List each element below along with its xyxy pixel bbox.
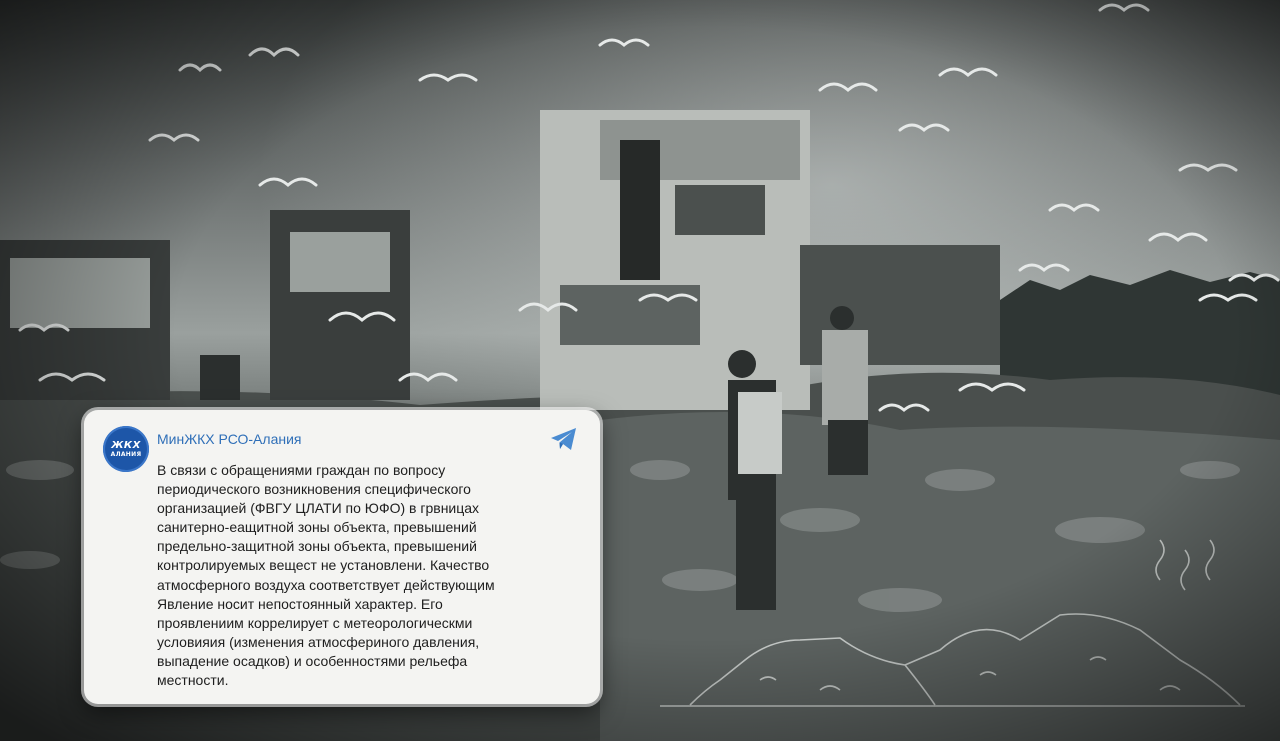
channel-name[interactable]: МинЖКХ РСО-Алания (157, 431, 302, 447)
telegram-post-card (84, 410, 600, 704)
message-line: предельно-защитной зоны объекта, превышений (157, 538, 477, 555)
message-line: атмосферного воздуха соответствует действующим (157, 576, 495, 593)
channel-avatar[interactable] (103, 426, 149, 472)
avatar-text-bottom: АЛАНИЯ (110, 450, 142, 458)
avatar-text-top: ЖКХ (111, 439, 141, 451)
message-line: санитерно-еащитной зоны объекта, превышений (157, 519, 477, 536)
message-line: проявлениим коррелирует с метеорологическми (157, 614, 473, 631)
message-line: организацией (ФВГУ ЦЛАТИ по ЮФО) в грвницах (157, 500, 480, 517)
message-line: периодического возникновения специфического (157, 481, 471, 498)
message-line: выпадение осадков) и особенностями рельефа (157, 652, 468, 669)
message-line: контролируемых вещест не установлени. Качество (157, 557, 490, 574)
message-line: Явление носит непостоянный характер. Его (157, 595, 443, 612)
message-line: местности. (157, 672, 229, 689)
message-line: В связи с обращениями граждан по вопросу (157, 462, 446, 478)
post-message (157, 461, 582, 690)
telegram-icon (550, 427, 578, 451)
message-line: условияия (изменения атмосфериного давления, (157, 633, 480, 650)
